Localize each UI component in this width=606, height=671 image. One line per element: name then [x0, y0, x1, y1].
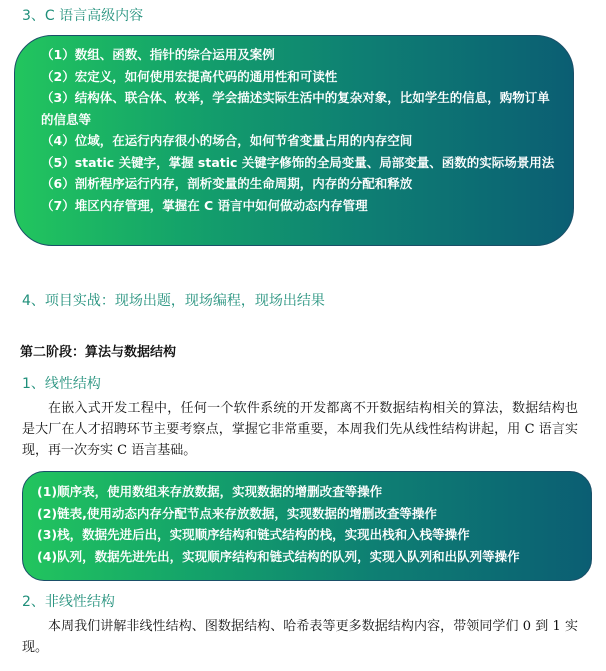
section-heading-project-practice: 4、项目实战：现场出题，现场编程，现场出结果 [22, 293, 325, 309]
topic-item: （2）宏定义，如何使用宏提高代码的通用性和可读性 [41, 68, 338, 84]
nonlinear-structure-paragraph: 本周我们讲解非线性结构、图数据结构、哈希表等更多数据结构内容，带领同学们 0 到 1 实现。 [22, 619, 578, 655]
topic-item: (2)链表,使用动态内存分配节点来存放数据，实现数据的增删改查等操作 [37, 505, 437, 521]
topic-item: （1）数组、函数、指针的综合运用及案例 [41, 47, 275, 62]
topic-item: (4)队列，数据先进先出，实现顺序结构和链式结构的队列，实现入队列和出队列等操作 [37, 548, 520, 564]
topic-item: （5）static 关键字，掌握 static 关键字修饰的全局变量、局部变量、函数的实际场景用法 [41, 154, 555, 170]
topic-item: （3）结构体、联合体、枚举，学会描述实际生活中的复杂对象，比如学生的信息，购物订单的信息等 [41, 90, 550, 127]
section-heading-nonlinear-structure: 2、非线性结构 [22, 594, 115, 610]
topic-item: (3)栈，数据先进后出，实现顺序结构和链式结构的栈，实现出栈和入栈等操作 [37, 527, 470, 542]
stage-title: 第二阶段：算法与数据结构 [20, 345, 177, 360]
section-heading-linear-structure: 1、线性结构 [22, 376, 101, 392]
topic-item: （6）剖析程序运行内存，剖析变量的生命周期，内存的分配和释放 [41, 176, 413, 191]
topic-item: （7）堆区内存管理，掌握在 C 语言中如何做动态内存管理 [41, 197, 368, 213]
c-advanced-topics-box [14, 35, 574, 246]
linear-structure-paragraph: 在嵌入式开发工程中，任何一个软件系统的开发都离不开数据结构相关的算法，数据结构也是大厂在人才招聘环节主要考察点，掌握它非常重要，本周我们先从线性结构讲起，用 C 语言实现，再一次夯实 C 语言基础。 [22, 401, 578, 458]
section-heading-c-advanced: 3、C 语言高级内容 [22, 8, 144, 24]
topic-item: （4）位域，在运行内存很小的场合，如何节省变量占用的内存空间 [41, 133, 413, 148]
linear-topics-box [22, 471, 592, 581]
topic-item: (1)顺序表，使用数组来存放数据，实现数据的增删改查等操作 [37, 484, 383, 499]
